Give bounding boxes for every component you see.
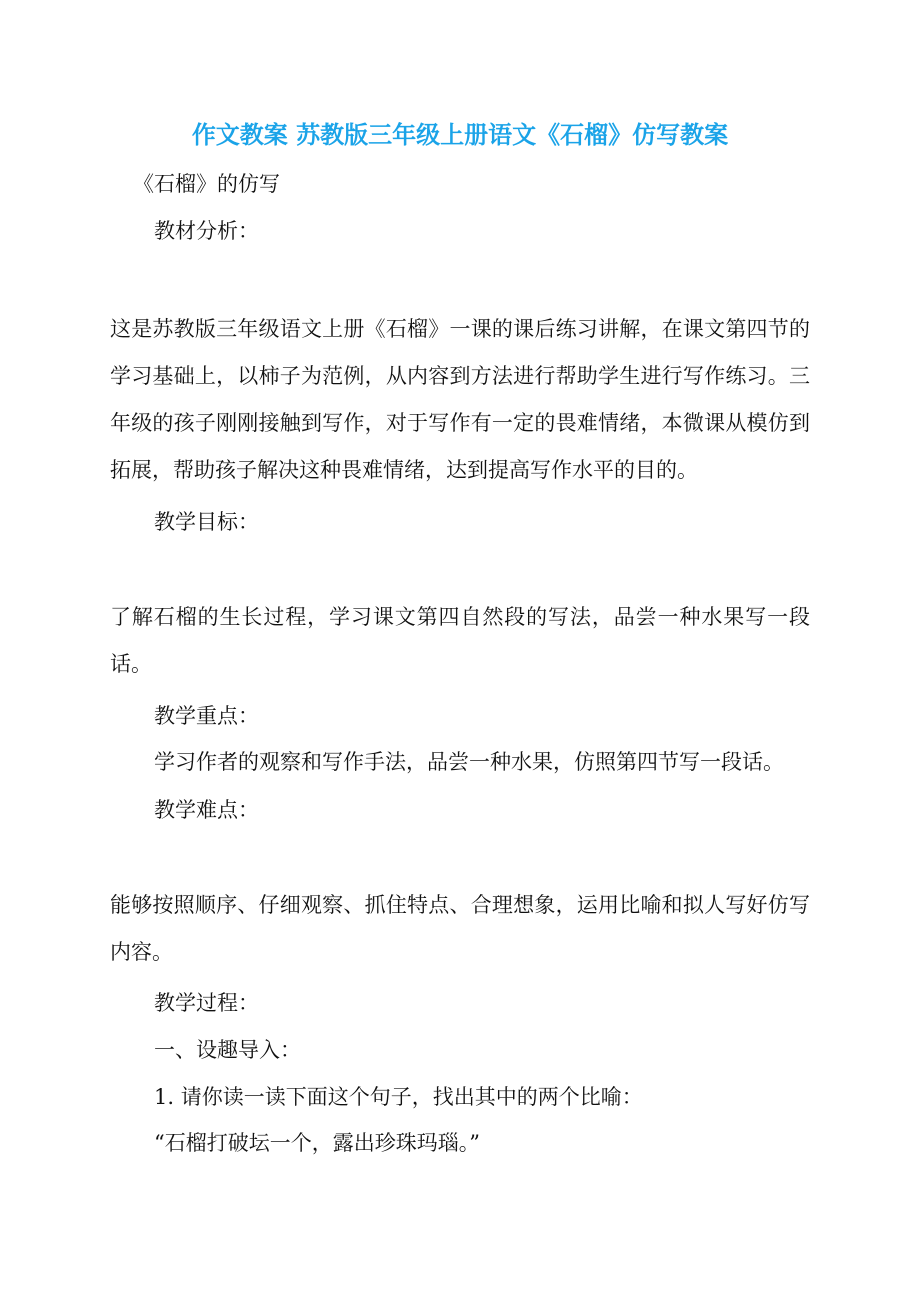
goal-paragraph: 了解石榴的生长过程，学习课文第四自然段的写法，品尝一种水果写一段话。 xyxy=(110,605,810,676)
document-title: 作文教案 苏教版三年级上册语文《石榴》仿写教案 xyxy=(191,120,729,149)
document-subtitle: 《石榴》的仿写 xyxy=(133,172,280,196)
process-heading: 教学过程： xyxy=(154,991,259,1015)
analysis-paragraph: 这是苏教版三年级语文上册《石榴》一课的课后练习讲解，在课文第四节的学习基础上，以柿子为范例，从内容到方法进行帮助学生进行写作练习。三年级的孩子刚刚接触到写作，对于写作有一定的畏难情绪，本微课从模仿到拓展，帮助孩子解决这种畏难情绪，达到提高写作水平的目的。 xyxy=(110,317,810,482)
key-heading: 教学重点： xyxy=(154,704,259,728)
quote-text: “石榴打破坛一个，露出珍珠玛瑙。” xyxy=(154,1131,480,1155)
process-item-1: 1. 请你读一读下面这个句子，找出其中的两个比喻： xyxy=(154,1085,643,1109)
analysis-heading: 教材分析： xyxy=(154,219,259,243)
key-paragraph: 学习作者的观察和写作手法，品尝一种水果，仿照第四节写一段话。 xyxy=(154,750,784,774)
difficulty-paragraph: 能够按照顺序、仔细观察、抓住特点、合理想象，运用比喻和拟人写好仿写内容。 xyxy=(110,893,810,964)
process-step-1: 一、设趣导入： xyxy=(154,1038,301,1062)
difficulty-heading: 教学难点： xyxy=(154,798,259,822)
goal-heading: 教学目标： xyxy=(154,510,259,534)
